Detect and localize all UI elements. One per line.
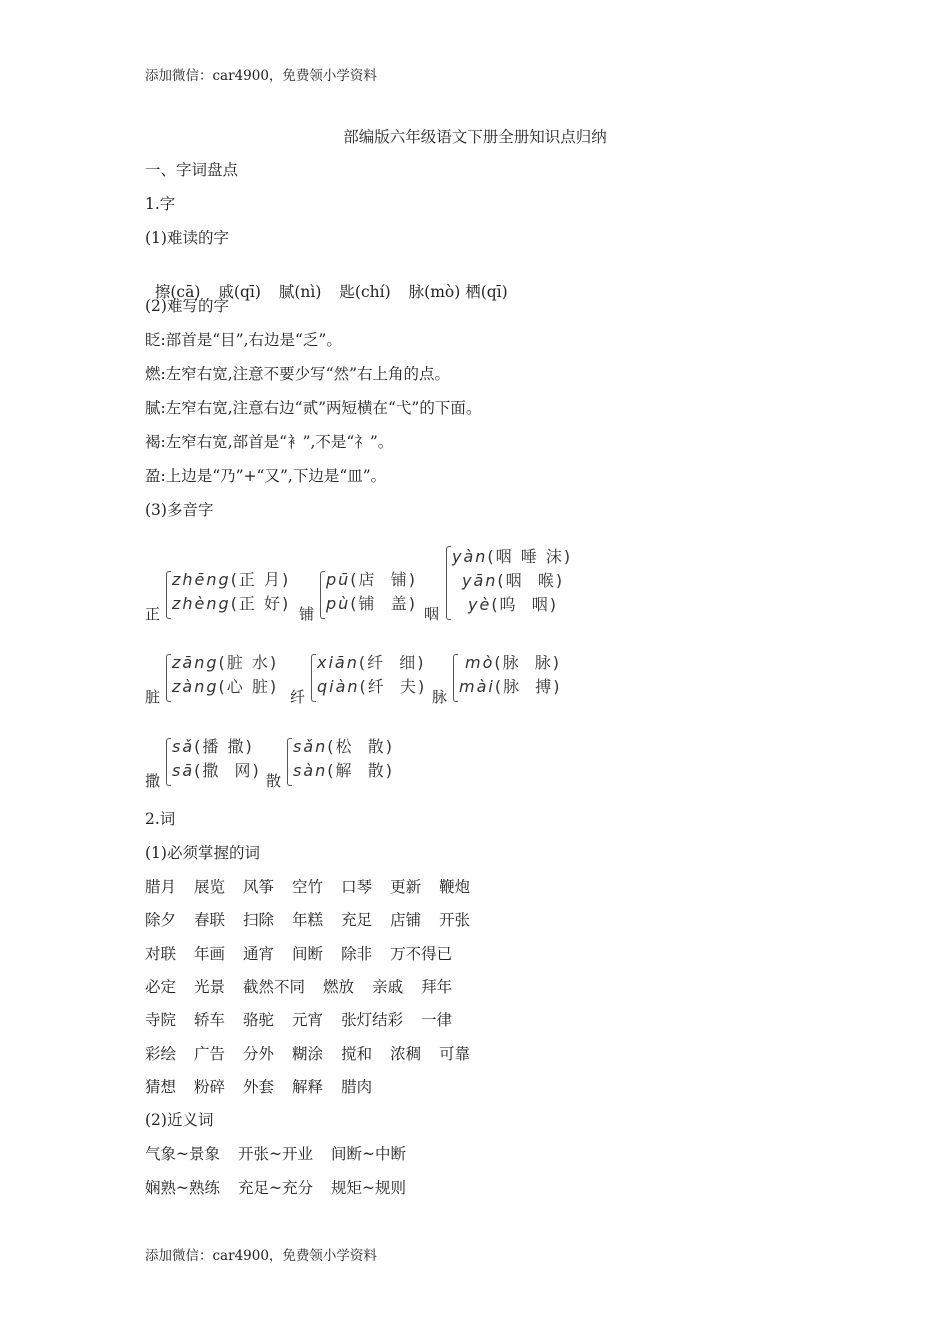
subsection-heading: 2.词: [145, 810, 176, 828]
polyphone-char: 咽: [424, 605, 440, 623]
word: 店铺: [390, 911, 422, 929]
word: 年画: [194, 945, 226, 963]
word-row: [145, 1077, 390, 1097]
pinyin: pù: [326, 594, 351, 613]
word: 亲戚: [372, 978, 404, 996]
word: 除夕: [145, 911, 177, 929]
word: 鞭炮: [439, 878, 471, 896]
example-word: (正 好): [230, 594, 291, 613]
example-word: (咽 喉): [497, 571, 565, 590]
pinyin: sàn: [293, 761, 328, 780]
hard-read-char: 脉(mò) 栖(qī): [408, 283, 508, 301]
pinyin: mò: [465, 653, 495, 672]
word-row: [145, 944, 470, 964]
pinyin: zhèng: [172, 594, 231, 613]
polyphone-char: 脉: [432, 688, 448, 706]
brace: [320, 571, 325, 619]
example-word: (纤 细): [358, 653, 426, 672]
word: 对联: [145, 945, 177, 963]
word: 糊涂: [292, 1045, 324, 1063]
word: 充足: [341, 911, 373, 929]
brace: [287, 738, 292, 786]
word-row: [145, 977, 470, 997]
word: 展览: [194, 878, 226, 896]
word: 猜想: [145, 1078, 177, 1096]
page-title: 部编版六年级语文下册全册知识点归纳: [343, 128, 607, 146]
word: 通宵: [243, 945, 275, 963]
word-row: [145, 1044, 488, 1064]
word: 一律: [421, 1011, 453, 1029]
must-words-heading: (1)必须掌握的词: [145, 844, 260, 862]
word: 扫除: [243, 911, 275, 929]
polyphone-char: 正: [145, 605, 161, 623]
example-word: (解 散): [327, 761, 394, 780]
example-word: (撒 网): [194, 761, 261, 780]
word: 截然不同: [243, 978, 306, 996]
word: 浓稠: [390, 1045, 422, 1063]
example-word: (心 脏): [218, 677, 279, 696]
synonym-pair: 开张~开业: [238, 1145, 313, 1163]
polyphone-char: 铺: [299, 605, 315, 623]
polyphone-char: 纤: [290, 688, 306, 706]
example-word: (呜 咽): [491, 595, 558, 614]
word: 必定: [145, 978, 177, 996]
polyphone-char: 散: [266, 772, 282, 790]
hard-read-char: 戚(qī): [218, 283, 261, 301]
word-row: [145, 877, 488, 897]
hard-write-heading: (2)难写的字: [145, 297, 229, 315]
pinyin: sǎn: [293, 737, 328, 756]
footer-note: 添加微信：car4900，免费领小学资料: [145, 1248, 377, 1264]
example-word: (纤 夫): [359, 677, 427, 696]
word: 解释: [292, 1078, 324, 1096]
example-word: (播 撒): [194, 737, 254, 756]
pinyin: zāng: [172, 653, 219, 672]
pinyin: mài: [459, 677, 495, 696]
synonym-pair: 间断~中断: [331, 1145, 406, 1163]
synonym-heading: (2)近义词: [145, 1111, 214, 1129]
example-word: (咽 唾 沫): [487, 547, 573, 566]
hard-read-char: 腻(nì): [278, 283, 322, 301]
polyphone-char: 撒: [145, 772, 161, 790]
synonym-row: [145, 1178, 424, 1198]
example-word: (脉 搏): [494, 677, 562, 696]
word: 腊月: [145, 878, 177, 896]
word: 口琴: [341, 878, 373, 896]
word: 更新: [390, 878, 422, 896]
polyphone-heading: (3)多音字: [145, 501, 214, 519]
pinyin: sā: [172, 761, 195, 780]
brace: [166, 738, 171, 786]
word: 除非: [341, 945, 373, 963]
hard-read-char: 擦(cā): [154, 283, 201, 301]
word: 年糕: [292, 911, 324, 929]
brace: [166, 654, 171, 702]
brace: [453, 654, 458, 702]
pinyin: xiān: [317, 653, 359, 672]
example-word: (正 月): [230, 570, 291, 589]
synonym-row: [145, 1144, 424, 1164]
word: 春联: [194, 911, 226, 929]
word: 风筝: [243, 878, 275, 896]
word-row: [145, 1010, 470, 1030]
hard-write-item: 腻:左窄右宽,注意右边“贰”两短横在“弋”的下面。: [145, 399, 482, 417]
word: 粉碎: [194, 1078, 226, 1096]
hard-write-item: 盈:上边是“乃”+“又”,下边是“皿”。: [145, 467, 387, 485]
subsection-heading: 1.字: [145, 195, 176, 213]
word: 分外: [243, 1045, 275, 1063]
synonym-pair: 规矩~规则: [331, 1179, 406, 1197]
word: 骆驼: [243, 1011, 275, 1029]
synonym-pair: 气象~景象: [145, 1145, 220, 1163]
pinyin: pū: [326, 570, 351, 589]
word: 彩绘: [145, 1045, 177, 1063]
word: 张灯结彩: [341, 1011, 404, 1029]
hard-write-item: 眨:部首是“目”,右边是“乏”。: [145, 331, 342, 349]
word: 轿车: [194, 1011, 226, 1029]
hard-write-item: 燃:左窄右宽,注意不要少写“然”右上角的点。: [145, 365, 450, 383]
word: 外套: [243, 1078, 275, 1096]
pinyin: qiàn: [317, 677, 360, 696]
word: 元宵: [292, 1011, 324, 1029]
word: 光景: [194, 978, 226, 996]
brace: [166, 571, 171, 619]
pinyin: yān: [462, 571, 498, 590]
word: 寺院: [145, 1011, 177, 1029]
hard-read-heading: (1)难读的字: [145, 229, 229, 247]
example-word: (铺 盖): [350, 594, 417, 613]
word: 间断: [292, 945, 324, 963]
word: 广告: [194, 1045, 226, 1063]
header-note: 添加微信：car4900，免费领小学资料: [145, 68, 377, 84]
word: 拜年: [421, 978, 453, 996]
brace: [311, 654, 316, 702]
word: 燃放: [323, 978, 355, 996]
pinyin: yàn: [452, 547, 488, 566]
pinyin: zàng: [172, 677, 219, 696]
pinyin: yè: [468, 595, 492, 614]
example-word: (店 铺): [350, 570, 417, 589]
hard-write-item: 褐:左窄右宽,部首是“衤”,不是“礻”。: [145, 433, 394, 451]
pinyin: zhēng: [172, 570, 231, 589]
pinyin: sǎ: [172, 737, 195, 756]
word: 万不得已: [390, 945, 453, 963]
word: 可靠: [439, 1045, 471, 1063]
word-row: [145, 910, 488, 930]
word: 腊肉: [341, 1078, 373, 1096]
brace: [446, 546, 451, 620]
word: 开张: [439, 911, 471, 929]
hard-read-char: 匙(chí): [339, 283, 391, 301]
polyphone-char: 脏: [145, 688, 161, 706]
example-word: (松 散): [327, 737, 394, 756]
section-heading: 一、字词盘点: [145, 161, 239, 179]
example-word: (脉 脉): [494, 653, 562, 672]
synonym-pair: 充足~充分: [238, 1179, 313, 1197]
synonym-pair: 娴熟~熟练: [145, 1179, 220, 1197]
word: 空竹: [292, 878, 324, 896]
word: 搅和: [341, 1045, 373, 1063]
example-word: (脏 水): [218, 653, 279, 672]
